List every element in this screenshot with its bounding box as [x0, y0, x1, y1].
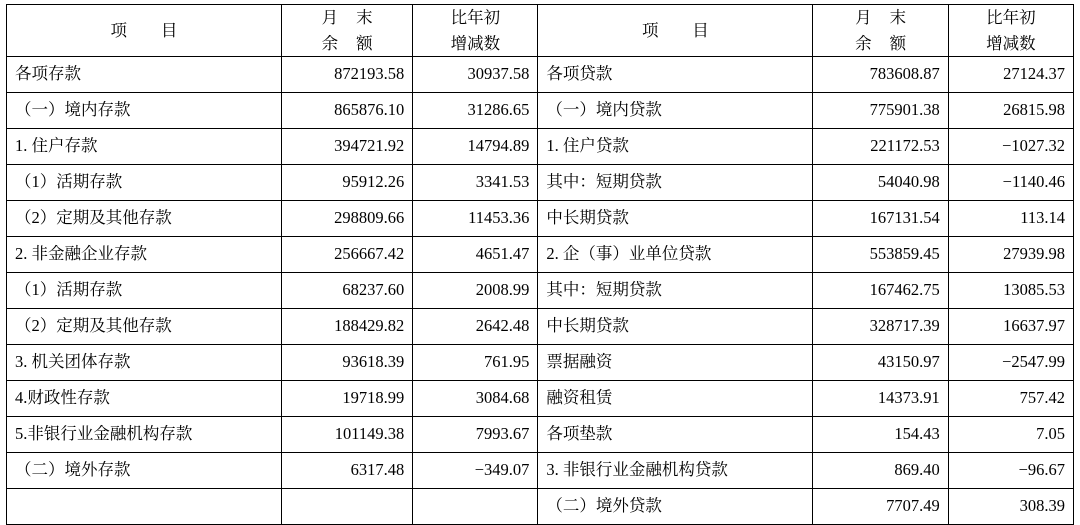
header-right-balance-line2: 余 额 [855, 33, 913, 53]
table-row [7, 381, 1074, 417]
header-left-balance-line2: 余 额 [321, 33, 380, 53]
left-balance-value [281, 489, 412, 525]
right-item-label: 票据融资 [538, 345, 813, 381]
right-balance-value: 775901.38 [813, 93, 948, 129]
right-item-label: 中长期贷款 [538, 201, 813, 237]
right-balance-value: 167462.75 [813, 273, 948, 309]
left-change-value: 3341.53 [413, 165, 538, 201]
table-row [7, 273, 1074, 309]
right-balance-value: 54040.98 [813, 165, 948, 201]
right-balance-value: 167131.54 [813, 201, 948, 237]
left-item-label: 5.非银行业金融机构存款 [7, 417, 282, 453]
deposits-loans-table [6, 4, 1074, 525]
left-balance-value: 95912.26 [281, 165, 412, 201]
left-item-label: 1. 住户存款 [7, 129, 282, 165]
left-change-value: 2008.99 [413, 273, 538, 309]
table-row [7, 93, 1074, 129]
left-item-label: 4.财政性存款 [7, 381, 282, 417]
left-change-value: 761.95 [413, 345, 538, 381]
left-item-label [7, 489, 282, 525]
left-change-value: 4651.47 [413, 237, 538, 273]
right-change-value: 26815.98 [948, 93, 1073, 129]
left-item-label: 各项存款 [7, 57, 282, 93]
header-right-change-line2: 增减数 [986, 33, 1036, 53]
table-header-row [7, 5, 1074, 57]
right-balance-value: 328717.39 [813, 309, 948, 345]
right-item-label: 各项贷款 [538, 57, 813, 93]
left-balance-value: 19718.99 [281, 381, 412, 417]
left-change-value: 3084.68 [413, 381, 538, 417]
right-change-value: 27939.98 [948, 237, 1073, 273]
right-item-label: 1. 住户贷款 [538, 129, 813, 165]
table-row [7, 237, 1074, 273]
left-change-value: −349.07 [413, 453, 538, 489]
left-item-label: 2. 非金融企业存款 [7, 237, 282, 273]
header-right-balance-line1: 月 末 [855, 8, 913, 27]
left-item-label: 3. 机关团体存款 [7, 345, 282, 381]
table-row [7, 57, 1074, 93]
left-change-value [413, 489, 538, 525]
right-balance-value: 553859.45 [813, 237, 948, 273]
left-change-value: 31286.65 [413, 93, 538, 129]
header-left-change-line1: 比年初 [450, 8, 501, 27]
left-item-label: （二）境外存款 [7, 453, 282, 489]
header-left-balance-line1: 月 末 [321, 8, 380, 27]
header-right-item-label: 项 目 [641, 20, 724, 40]
table-row [7, 453, 1074, 489]
left-item-label: （2）定期及其他存款 [7, 201, 282, 237]
right-item-label: （二）境外贷款 [538, 489, 813, 525]
left-change-value: 2642.48 [413, 309, 538, 345]
right-change-value: −1027.32 [948, 129, 1073, 165]
left-balance-value: 872193.58 [281, 57, 412, 93]
left-item-label: （2）定期及其他存款 [7, 309, 282, 345]
table-row [7, 309, 1074, 345]
table-row [7, 129, 1074, 165]
table-row [7, 165, 1074, 201]
left-balance-value: 101149.38 [281, 417, 412, 453]
left-change-value: 11453.36 [413, 201, 538, 237]
table-row [7, 417, 1074, 453]
right-balance-value: 221172.53 [813, 129, 948, 165]
right-item-label: 3. 非银行业金融机构贷款 [538, 453, 813, 489]
right-balance-value: 869.40 [813, 453, 948, 489]
left-balance-value: 394721.92 [281, 129, 412, 165]
header-left-item-label: 项 目 [110, 20, 193, 40]
right-change-value: 7.05 [948, 417, 1073, 453]
right-item-label: 中长期贷款 [538, 309, 813, 345]
right-item-label: 融资租赁 [538, 381, 813, 417]
right-change-value: 13085.53 [948, 273, 1073, 309]
left-balance-value: 93618.39 [281, 345, 412, 381]
right-item-label: （一）境内贷款 [538, 93, 813, 129]
right-change-value: 308.39 [948, 489, 1073, 525]
header-left-item [7, 5, 282, 57]
right-item-label: 其中：短期贷款 [538, 165, 813, 201]
right-item-label: 其中：短期贷款 [538, 273, 813, 309]
right-change-value: −1140.46 [948, 165, 1073, 201]
header-right-balance [813, 5, 948, 57]
header-left-change [413, 5, 538, 57]
table-row [7, 201, 1074, 237]
header-right-item [538, 5, 813, 57]
left-item-label: （一）境内存款 [7, 93, 282, 129]
right-change-value: −2547.99 [948, 345, 1073, 381]
table-body [7, 5, 1074, 525]
left-item-label: （1）活期存款 [7, 165, 282, 201]
right-item-label: 2. 企（事）业单位贷款 [538, 237, 813, 273]
header-right-change [948, 5, 1073, 57]
left-change-value: 30937.58 [413, 57, 538, 93]
left-item-label: （1）活期存款 [7, 273, 282, 309]
header-left-change-line2: 增减数 [450, 33, 501, 53]
left-balance-value: 865876.10 [281, 93, 412, 129]
left-balance-value: 298809.66 [281, 201, 412, 237]
right-balance-value: 7707.49 [813, 489, 948, 525]
right-change-value: 113.14 [948, 201, 1073, 237]
left-balance-value: 6317.48 [281, 453, 412, 489]
table-row [7, 345, 1074, 381]
right-change-value: 16637.97 [948, 309, 1073, 345]
left-change-value: 14794.89 [413, 129, 538, 165]
left-change-value: 7993.67 [413, 417, 538, 453]
right-item-label: 各项垫款 [538, 417, 813, 453]
right-balance-value: 43150.97 [813, 345, 948, 381]
table-row [7, 489, 1074, 525]
right-change-value: 27124.37 [948, 57, 1073, 93]
left-balance-value: 256667.42 [281, 237, 412, 273]
right-change-value: 757.42 [948, 381, 1073, 417]
left-balance-value: 68237.60 [281, 273, 412, 309]
header-left-balance [281, 5, 412, 57]
left-balance-value: 188429.82 [281, 309, 412, 345]
right-balance-value: 783608.87 [813, 57, 948, 93]
right-balance-value: 154.43 [813, 417, 948, 453]
header-right-change-line1: 比年初 [986, 8, 1036, 27]
right-change-value: −96.67 [948, 453, 1073, 489]
right-balance-value: 14373.91 [813, 381, 948, 417]
